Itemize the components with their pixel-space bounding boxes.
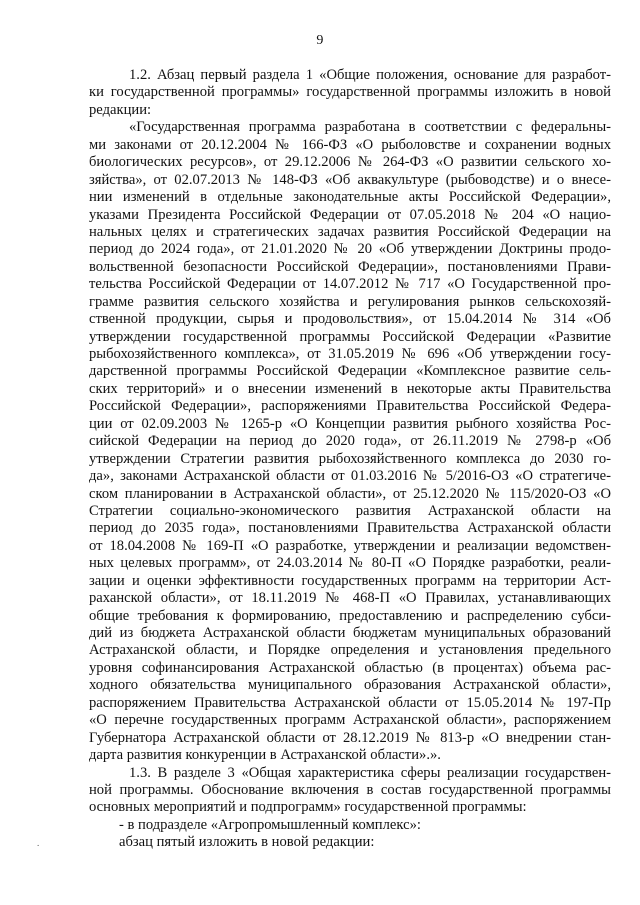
margin-mark: . [37,838,40,848]
text-line: уровня софинансирования Астраханской областью (в процентах) объема рас- [89,659,611,676]
text-line: зяйства», от 02.07.2013 № 148-ФЗ «Об аквакультуре (рыбоводстве) и о внесе- [89,171,611,188]
text-line: раханской области», от 18.11.2019 № 468-П «О Правилах, устанавливающих [89,590,611,607]
text-line: «О перечне государственных программ Астраханской области», распоряжением [89,712,611,729]
text-line: вольственной безопасности Российской Федерации», постановлениями Прави- [89,258,611,275]
text-line: редакции: [89,101,152,118]
text-line: рыбохозяйственного комплекса», от 31.05.2019 № 696 «Об утверждении госу- [89,346,611,362]
text-line: нальных целях и стратегических задачах развития Российской Федерации на [89,223,611,240]
text-line: основных мероприятий и подпрограмм» государственной программы: [89,799,527,816]
text-line: дий из бюджета Астраханской области бюджетам муниципальных образований [89,625,611,641]
text-line: Астраханской области, и Порядке определения и установления предельного [89,642,611,659]
text-line: общие требования к формированию, предоставлению и распределению субси- [89,607,611,624]
text-line: сийской Федерации на период до 2020 года», от 26.11.2019 № 2798-р «Об [89,433,611,450]
text-line: ском планировании в Астраханской области», от 25.12.2020 № 115/2020-ОЗ «О [89,485,611,502]
text-line: - в подразделе «Агропромышленный комплекс»: [119,816,421,833]
text-line: тельства Российской Федерации от 14.07.2012 № 717 «О Государственной про- [89,276,611,293]
text-line: ки государственной программы» государственной программы изложить в новой [89,84,611,101]
text-line: биологических ресурсов», от 29.12.2006 № 264-ФЗ «О развитии сельского хо- [89,154,611,171]
document-body [89,67,611,852]
text-line: утверждении Стратегии развития рыбохозяйственного комплекса до 2030 го- [89,450,611,467]
text-line: да», законами Астраханской области от 01.03.2016 № 5/2016-ОЗ «О стратегиче- [89,468,611,485]
text-line: ми законами от 20.12.2004 № 166-ФЗ «О рыболовстве и сохранении водных [89,136,611,153]
text-line: ственной продукции, сырья и продовольствия», от 15.04.2014 № 314 «Об [89,311,611,328]
text-line: ских территорий» и о внесении изменений в некоторые акты Правительства [89,380,611,397]
text-line: указами Президента Российской Федерации от 07.05.2018 № 204 «О нацио- [89,206,611,223]
text-line: Губернатора Астраханской области от 28.12.2019 № 813-р «О внедрении стан- [89,729,611,746]
text-line: от 18.04.2008 № 169-П «О разработке, утверждении и реализации ведомствен- [89,537,611,554]
text-line: распоряжением Правительства Астраханской области от 15.05.2014 № 197-Пр [89,694,611,711]
text-line: абзац пятый изложить в новой редакции: [119,834,375,851]
text-line: ходного обязательства муниципального образования Астраханской области», [89,677,611,694]
text-line: ции от 02.09.2003 № 1265-р «О Концепции развития рыбного хозяйства Рос- [89,415,611,432]
text-line: зации и оценки эффективности государственных программ на территории Аст- [89,572,611,589]
text-line: 1.3. В разделе 3 «Общая характеристика сферы реализации государствен- [129,764,611,781]
text-line: утверждении государственной программы Российской Федерации «Развитие [89,328,611,345]
page-number: 9 [316,33,324,48]
text-line: ных целевых программ», от 24.03.2014 № 80-П «О Порядке разработки, реали- [89,555,611,572]
text-line: период до 2024 года», от 21.01.2020 № 20 «Об утверждении Доктрины продо- [89,241,611,258]
text-line: нии изменений в отдельные законодательные акты Российской Федерации», [89,189,611,206]
text-line: дарта развития конкуренции в Астраханской области».». [89,747,441,764]
text-line: Российской Федерации», распоряжениями Правительства Российской Федера- [89,398,611,415]
text-line: ной программы. Обоснование включения в состав государственной программы [89,781,611,798]
text-line: 1.2. Абзац первый раздела 1 «Общие положения, основание для разработ- [129,67,611,83]
text-line: грамме развития сельского хозяйства и регулирования рынков сельскохозяй- [89,293,611,310]
text-line: Стратегии социально-экономического развития Астраханской области на [89,502,611,519]
text-line: период до 2035 года», постановлениями Правительства Астраханской области [89,520,611,537]
text-line: дарственной программы Российской Федерации «Комплексное развитие сель- [89,363,611,380]
text-line: «Государственная программа разработана в соответствии с федеральны- [129,119,611,136]
